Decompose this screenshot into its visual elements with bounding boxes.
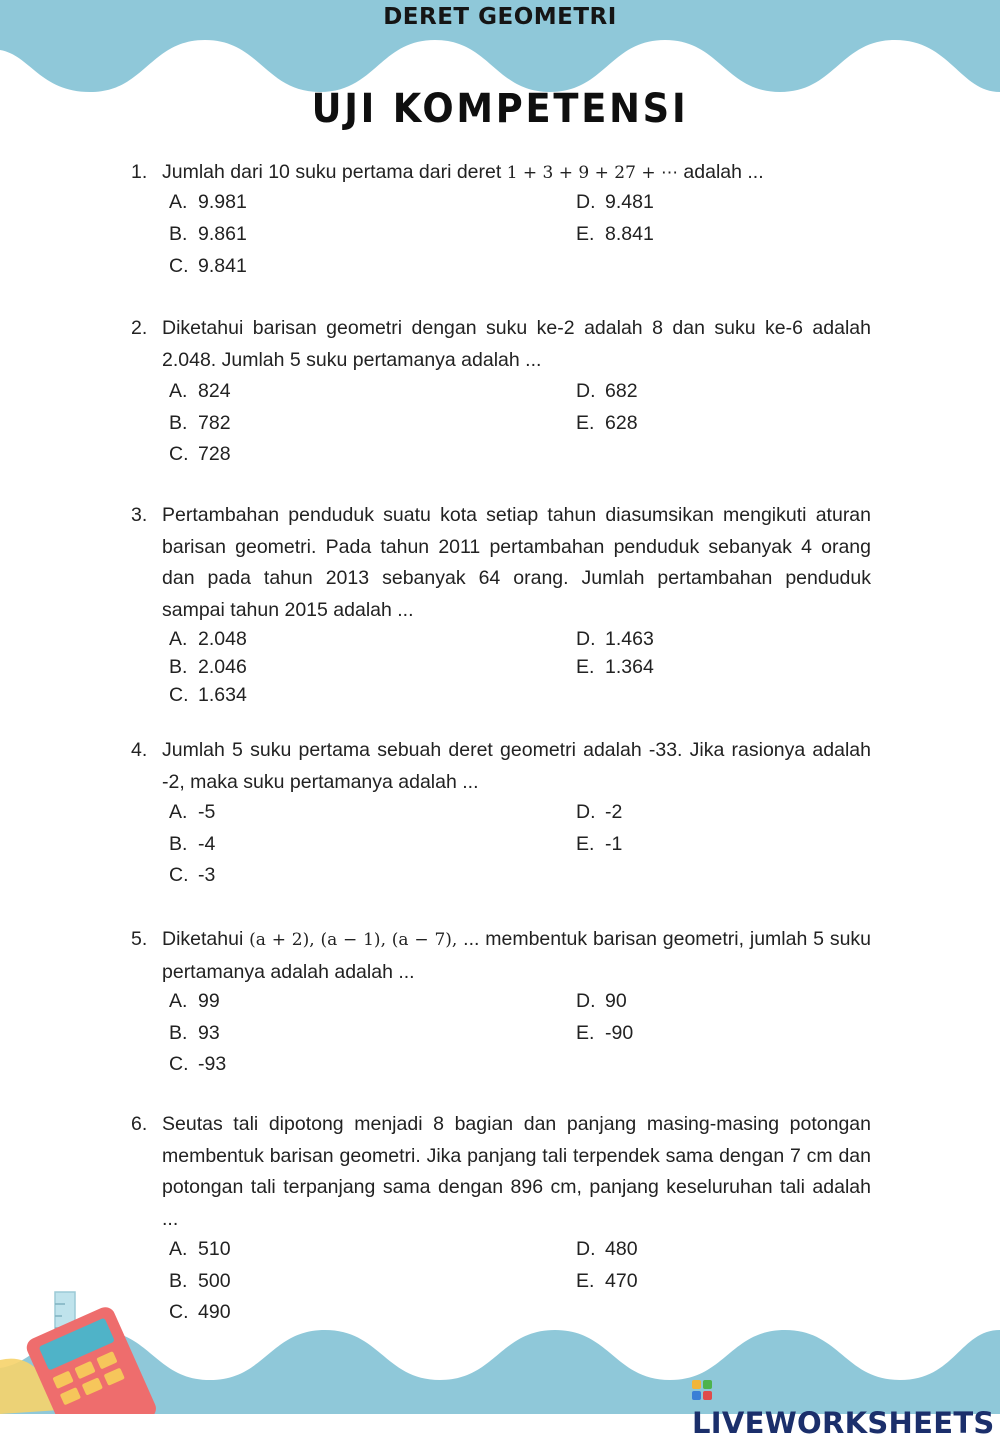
option-d[interactable]: D. 480 xyxy=(576,1238,638,1260)
brand-squares-icon xyxy=(692,1380,712,1400)
option-c[interactable]: C. -3 xyxy=(169,864,216,886)
option-b[interactable]: B. 2.046 xyxy=(169,656,247,678)
option-c[interactable]: C. 490 xyxy=(169,1301,231,1323)
liveworksheets-logo xyxy=(692,1372,1000,1440)
option-c[interactable]: C. 728 xyxy=(169,443,231,465)
brand-name: LIVEWORKSHEETS xyxy=(692,1406,995,1440)
option-b[interactable]: B. 500 xyxy=(169,1270,231,1292)
option-c[interactable]: C. 9.841 xyxy=(169,255,247,277)
question-text: Jumlah dari 10 suku pertama dari deret 1 + 3 + 9 + 27 + ⋯ adalah ... xyxy=(162,161,764,183)
option-d[interactable]: D. -2 xyxy=(576,801,623,823)
question-4 xyxy=(131,735,871,798)
option-d[interactable]: D. 682 xyxy=(576,380,638,402)
question-1 xyxy=(131,157,871,190)
question-number: 3. xyxy=(131,504,148,526)
question-text: Jumlah 5 suku pertama sebuah deret geometri adalah -33. Jika rasionya adalah -2, maka suku pertamanya adalah ... xyxy=(162,739,871,793)
option-c[interactable]: C. 1.634 xyxy=(169,684,247,706)
question-5 xyxy=(131,924,871,988)
worksheet-topic: DERET GEOMETRI xyxy=(383,4,617,30)
calculator-icon xyxy=(0,1290,170,1414)
option-a[interactable]: A. 824 xyxy=(169,380,231,402)
question-number: 6. xyxy=(131,1113,148,1135)
question-number: 1. xyxy=(131,161,148,183)
math-expression: 1 + 3 + 9 + 27 + ⋯ xyxy=(506,163,678,183)
question-2 xyxy=(131,313,871,376)
question-number: 4. xyxy=(131,739,148,761)
option-b[interactable]: B. 9.861 xyxy=(169,223,247,245)
question-text: Diketahui (a + 2), (a − 1), (a − 7), ... membentuk barisan geometri, jumlah 5 suku pertamanya adalah adalah ... xyxy=(162,928,872,983)
option-a[interactable]: A. -5 xyxy=(169,801,216,823)
option-c[interactable]: C. -93 xyxy=(169,1053,227,1075)
option-d[interactable]: D. 1.463 xyxy=(576,628,654,650)
question-text: Pertambahan penduduk suatu kota setiap tahun diasumsikan mengikuti aturan barisan geometri. Pada tahun 2011 pertambahan penduduk sebanyak 4 orang dan pada tahun 2013 sebanyak 64 orang. Jumlah pertambahan penduduk sampai tahun 2015 adalah ... xyxy=(162,504,871,621)
page-title: UJI KOMPETENSI xyxy=(311,86,689,132)
math-expression: (a + 2), (a − 1), (a − 7), xyxy=(249,930,458,950)
option-a[interactable]: A. 510 xyxy=(169,1238,231,1260)
option-a[interactable]: A. 99 xyxy=(169,990,220,1012)
option-d[interactable]: D. 90 xyxy=(576,990,627,1012)
question-number: 5. xyxy=(131,928,148,950)
option-e[interactable]: E. 628 xyxy=(576,412,638,434)
question-number: 2. xyxy=(131,317,148,339)
option-e[interactable]: E. 1.364 xyxy=(576,656,654,678)
option-a[interactable]: A. 9.981 xyxy=(169,191,247,213)
option-e[interactable]: E. 8.841 xyxy=(576,223,654,245)
option-a[interactable]: A. 2.048 xyxy=(169,628,247,650)
option-b[interactable]: B. 782 xyxy=(169,412,231,434)
question-text: Seutas tali dipotong menjadi 8 bagian dan panjang masing-masing potongan membentuk barisan geometri. Jika panjang tali terpendek sama dengan 7 cm dan potongan tali terpanjang sama dengan 896 cm, panjang keseluruhan tali adalah ... xyxy=(162,1113,871,1230)
option-e[interactable]: E. -1 xyxy=(576,833,623,855)
option-e[interactable]: E. 470 xyxy=(576,1270,638,1292)
option-b[interactable]: B. 93 xyxy=(169,1022,220,1044)
option-e[interactable]: E. -90 xyxy=(576,1022,634,1044)
option-d[interactable]: D. 9.481 xyxy=(576,191,654,213)
question-3 xyxy=(131,500,871,626)
question-6 xyxy=(131,1109,871,1235)
question-text: Diketahui barisan geometri dengan suku ke-2 adalah 8 dan suku ke-6 adalah 2.048. Jumlah 5 suku pertamanya adalah ... xyxy=(162,317,871,371)
option-b[interactable]: B. -4 xyxy=(169,833,216,855)
